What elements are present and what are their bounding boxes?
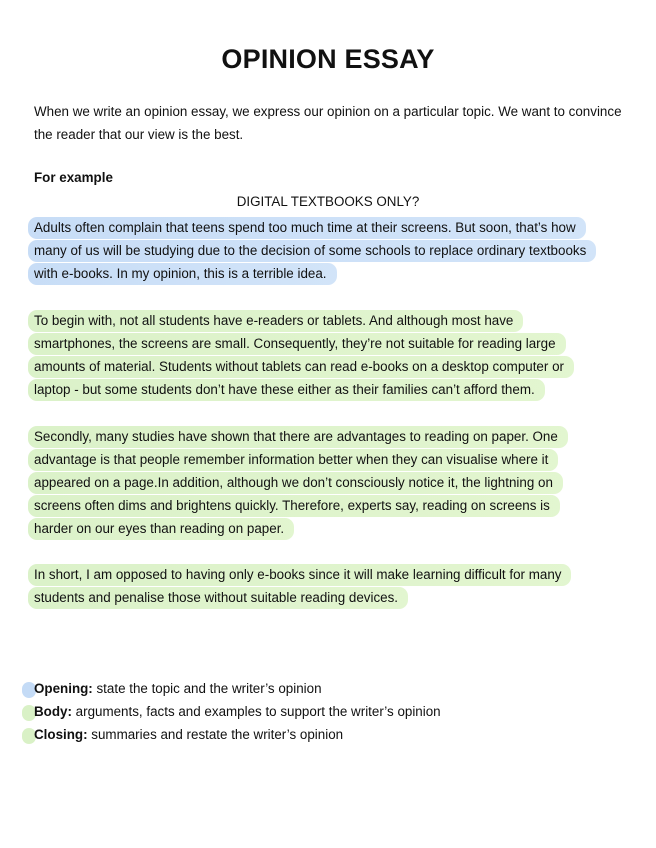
structure-text: summaries and restate the writer’s opinion — [87, 727, 344, 742]
essay-line: with e-books. In my opinion, this is a terrible idea. — [28, 263, 337, 285]
structure-label: Body: — [34, 704, 72, 719]
structure-opening — [34, 678, 322, 700]
essay-line: many of us will be studying due to the decision of some schools to replace ordinary textbooks — [28, 240, 596, 262]
essay-line: appeared on a page.In addition, although we don’t consciously notice it, the lightning on — [28, 472, 563, 494]
structure-label: Opening: — [34, 681, 93, 696]
essay-line: amounts of material. Students without tablets can read e-books on a desktop computer or — [28, 356, 574, 378]
structure-label: Closing: — [34, 727, 88, 742]
essay-line: Adults often complain that teens spend too much time at their screens. But soon, that’s how — [28, 217, 586, 239]
structure-text: state the topic and the writer’s opinion — [92, 681, 322, 696]
structure-closing — [34, 724, 343, 746]
structure-body — [34, 701, 441, 723]
essay-line: students and penalise those without suitable reading devices. — [28, 587, 408, 609]
essay-line: Secondly, many studies have shown that there are advantages to reading on paper. One — [28, 426, 568, 448]
document-title: OPINION ESSAY — [221, 44, 435, 74]
essay-line: smartphones, the screens are small. Consequently, they’re not suitable for reading large — [28, 333, 566, 355]
essay-line: harder on our eyes than reading on paper. — [28, 518, 294, 540]
essay-line: In short, I am opposed to having only e-books since it will make learning difficult for many — [28, 564, 571, 586]
example-label: For example — [34, 170, 113, 185]
intro-paragraph: When we write an opinion essay, we express our opinion on a particular topic. We want to convince the reader that our view is the best. — [34, 104, 622, 142]
essay-line: laptop - but some students don’t have these either as their families can’t afford them. — [28, 379, 545, 401]
essay-line: screens often dims and brightens quickly. Therefore, experts say, reading on screens is — [28, 495, 560, 517]
structure-text: arguments, facts and examples to support the writer’s opinion — [71, 704, 441, 719]
essay-title: DIGITAL TEXTBOOKS ONLY? — [236, 194, 420, 209]
essay-line: advantage is that people remember information better when they can visualise where it — [28, 449, 558, 471]
essay-line: To begin with, not all students have e-readers or tablets. And although most have — [28, 310, 523, 332]
